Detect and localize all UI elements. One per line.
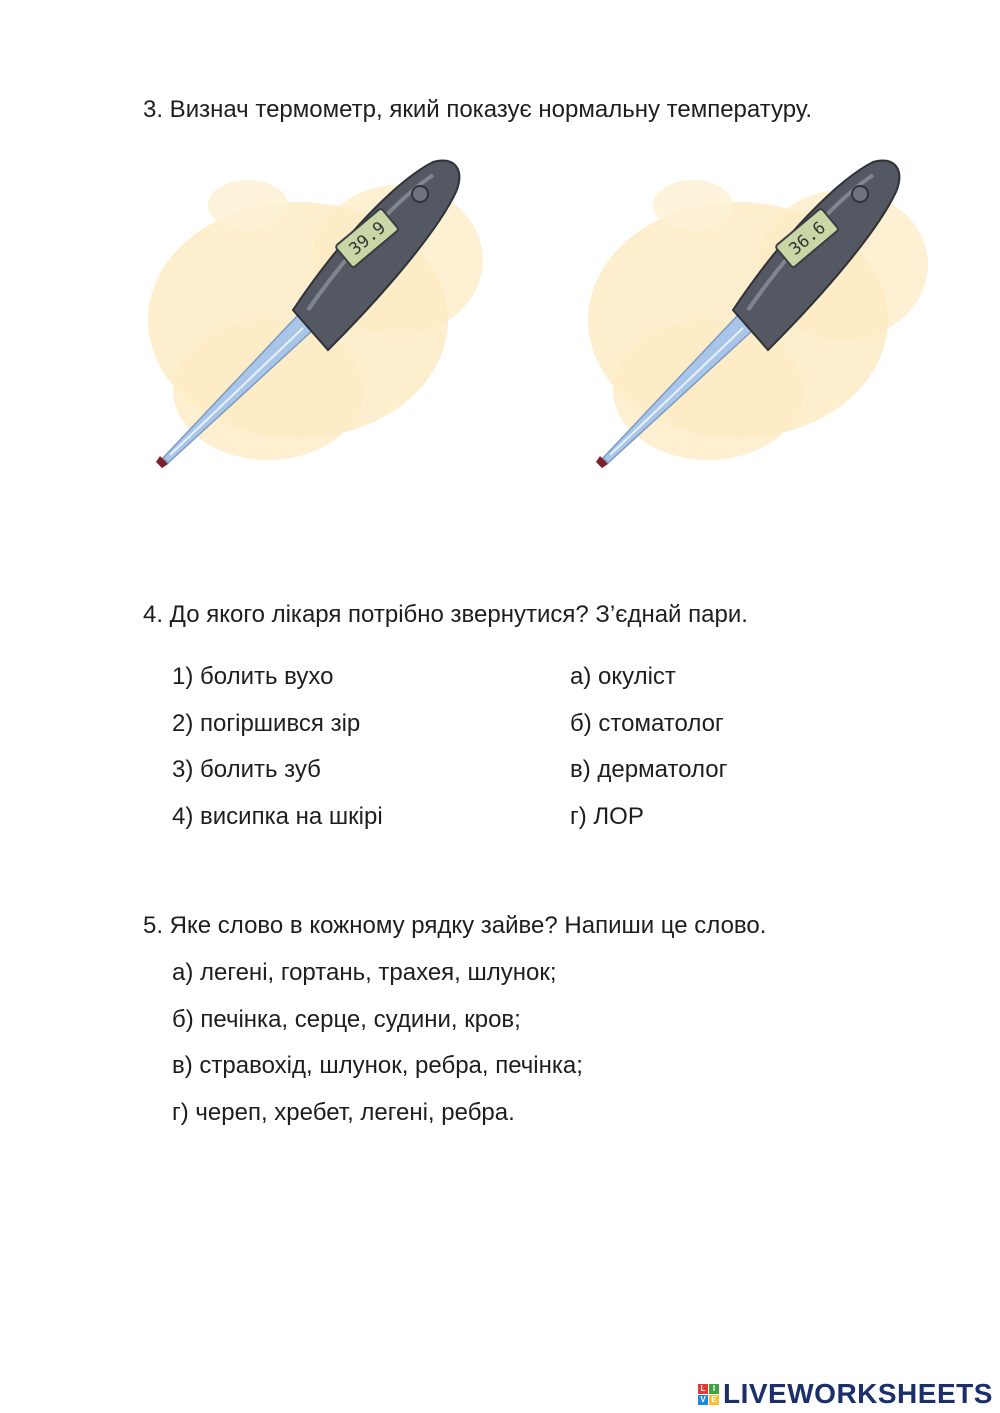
thermometer-1-image: [148, 150, 508, 480]
question-3-title: 3. Визнач термометр, який показує нормальну температуру.: [143, 96, 813, 123]
doctor-item[interactable]: в) дерматолог: [570, 756, 728, 783]
thermometer-option-1[interactable]: [148, 150, 508, 480]
symptom-item[interactable]: 3) болить зуб: [172, 756, 321, 783]
word-list-line: г) череп, хребет, легені, ребра.: [172, 1099, 515, 1126]
symptom-item[interactable]: 1) болить вухо: [172, 663, 334, 690]
word-list-line: в) стравохід, шлунок, ребра, печінка;: [172, 1052, 583, 1079]
symptom-item[interactable]: 2) погіршився зір: [172, 710, 361, 737]
logo-text: LIVEWORKSHEETS: [723, 1378, 993, 1409]
doctor-item[interactable]: а) окуліст: [570, 663, 676, 690]
thermometer-1-reading: 39.9: [345, 217, 390, 260]
symptom-item[interactable]: 4) висипка на шкірі: [172, 803, 383, 830]
word-list-line: а) легені, гортань, трахея, шлунок;: [172, 959, 557, 986]
question-4-title: 4. До якого лікаря потрібно звернутися? З’єднай пари.: [143, 601, 748, 628]
doctor-item[interactable]: б) стоматолог: [570, 710, 724, 737]
thermometer-2-image: [588, 150, 948, 480]
thermometer-option-2[interactable]: [588, 150, 948, 480]
logo-cubes-icon: L I V E: [698, 1384, 719, 1405]
word-list-line: б) печінка, серце, судини, кров;: [172, 1006, 521, 1033]
thermometer-2-reading: 36.6: [785, 217, 830, 260]
question-5-title: 5. Яке слово в кожному рядку зайве? Напиши це слово.: [143, 912, 767, 939]
liveworksheets-logo: [698, 1376, 993, 1412]
doctor-item[interactable]: г) ЛОР: [570, 803, 644, 830]
